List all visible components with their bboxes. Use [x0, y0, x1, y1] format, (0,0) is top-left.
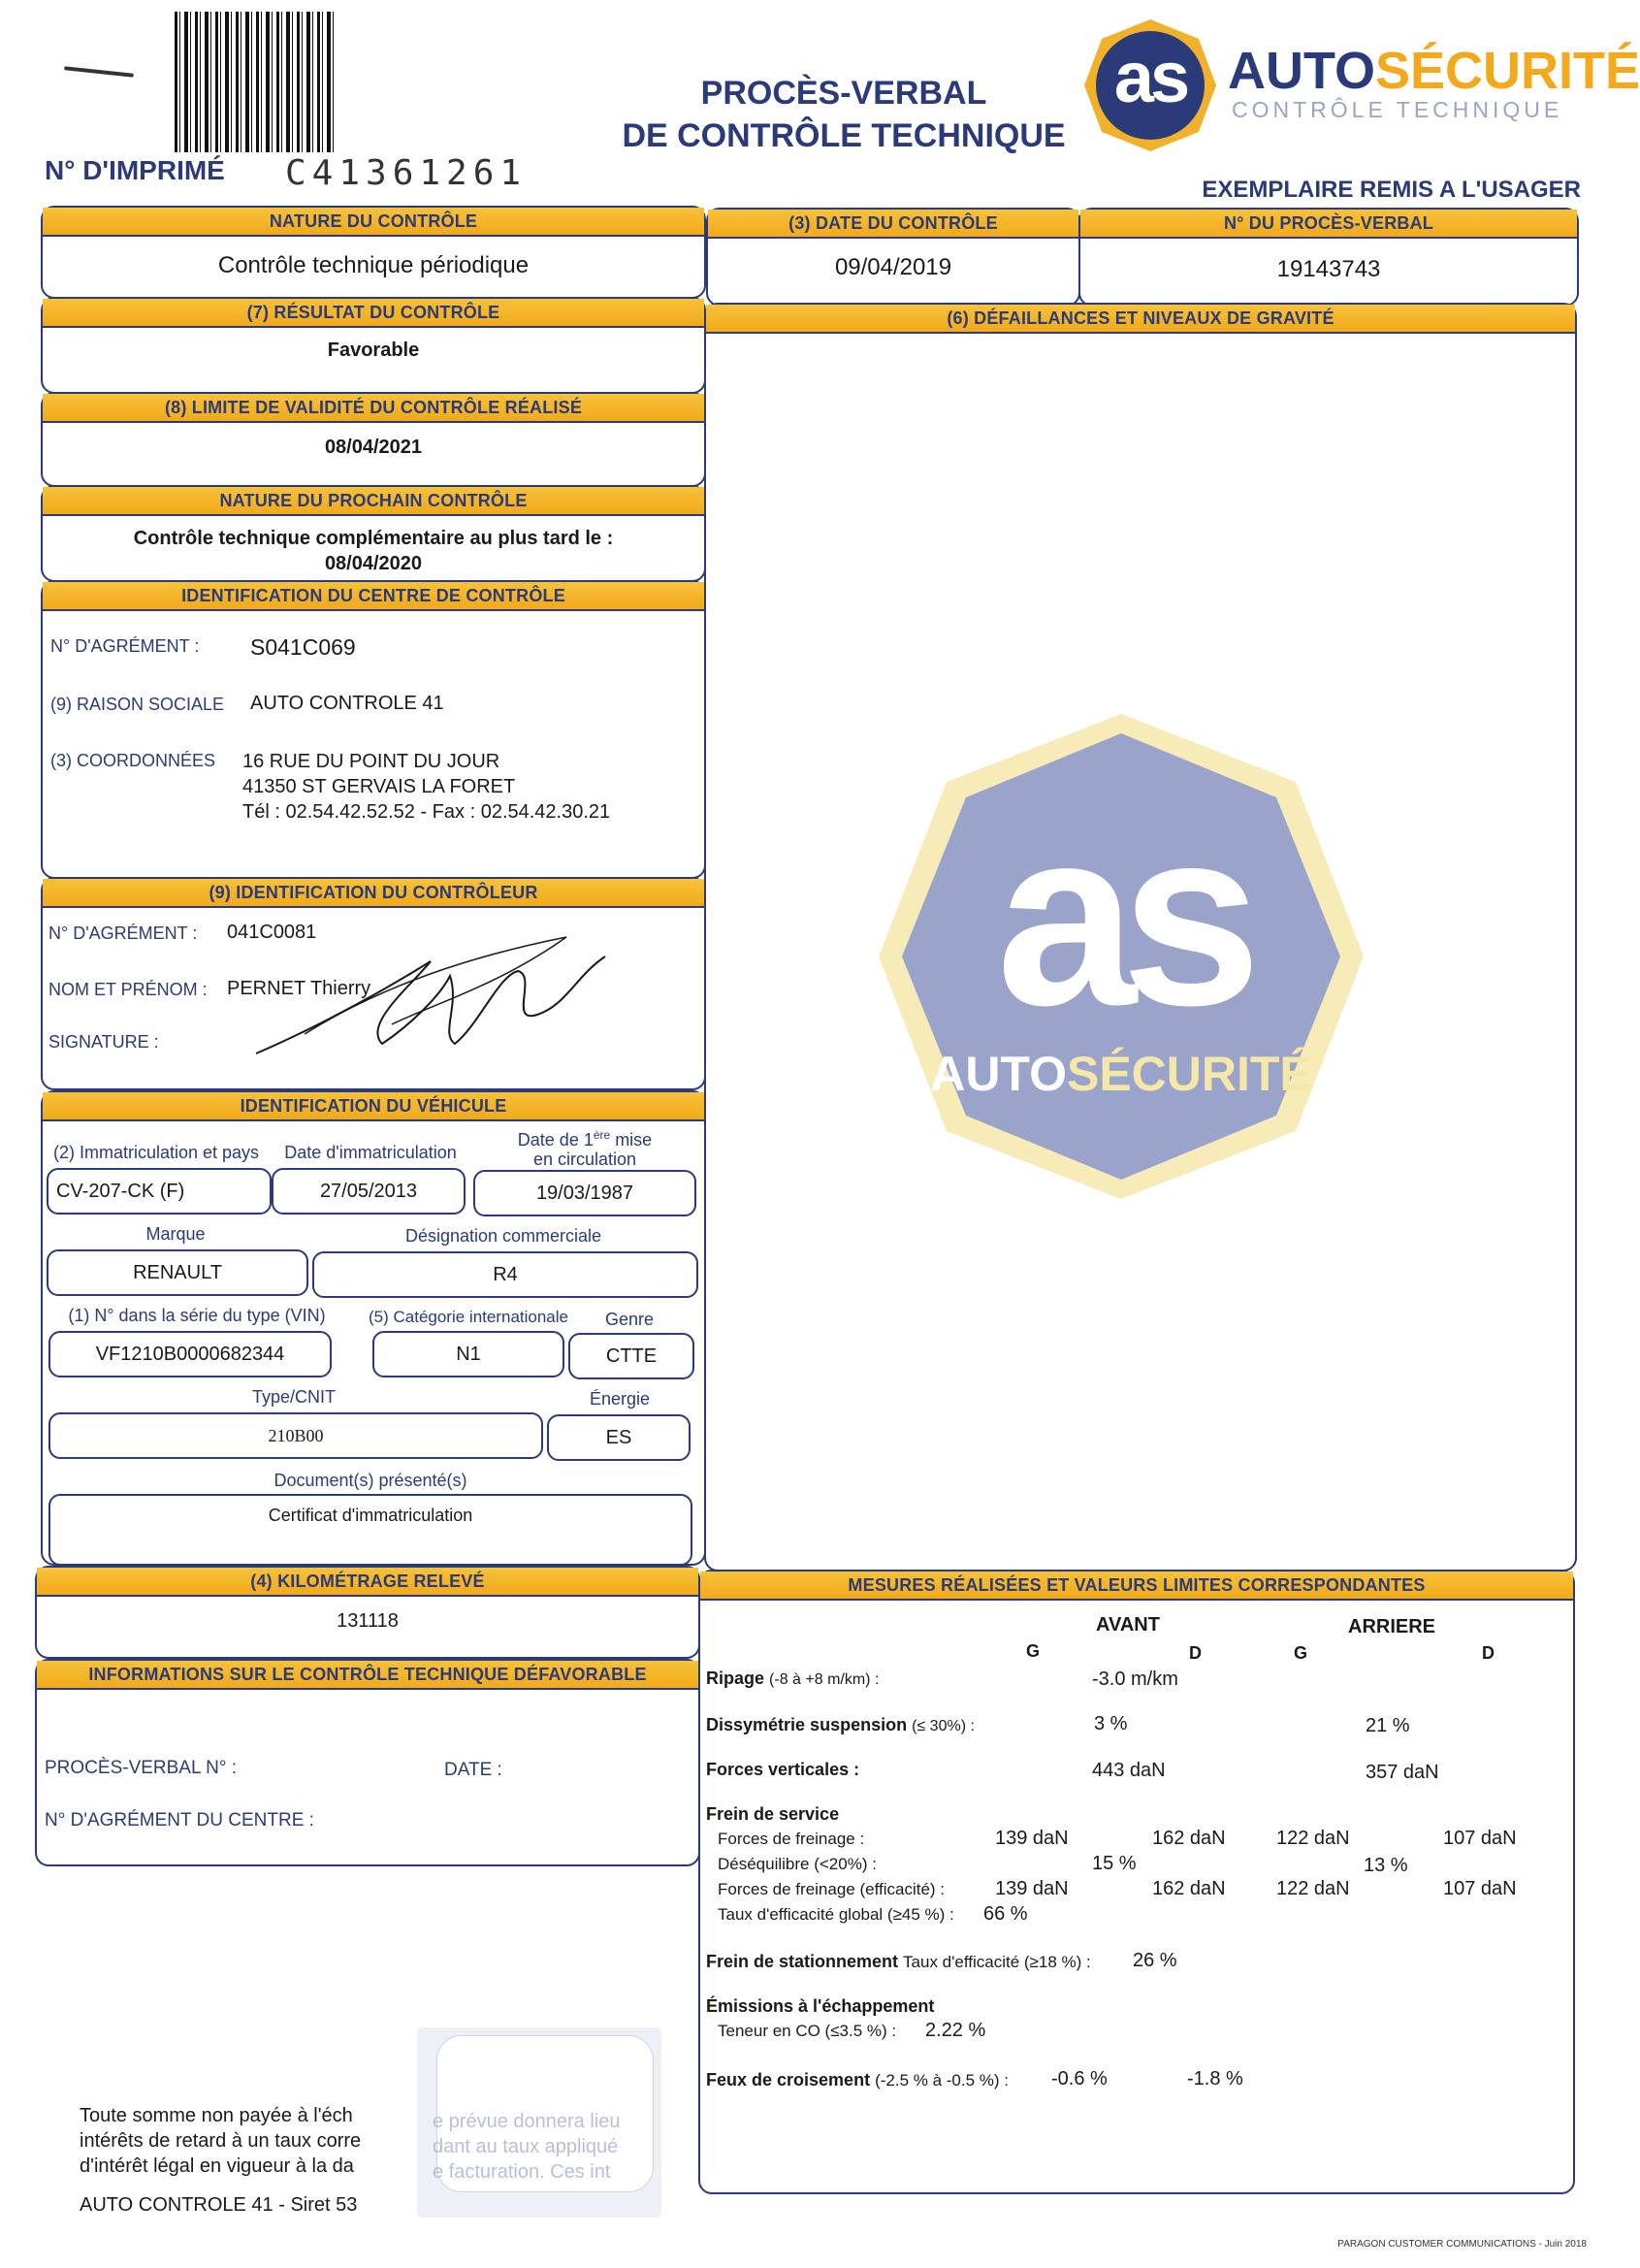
prochain-controle-box: [41, 485, 706, 582]
defaillances-header: (6) DÉFAILLANCES ET NIVEAUX DE GRAVITÉ: [706, 305, 1575, 334]
limite-validite-box: [41, 392, 706, 487]
limite-validite-value: 08/04/2021: [324, 437, 423, 458]
premiere-circulation-field: 19/03/1987: [473, 1170, 696, 1216]
genre-field: CTTE: [568, 1333, 694, 1379]
arriere-d: D: [1482, 1643, 1495, 1663]
dissym-limits: (≤ 30%) :: [912, 1718, 975, 1734]
genre-label: Genre: [604, 1310, 655, 1329]
centre-raison-label: (9) RAISON SOCIALE: [50, 695, 225, 714]
footer-line1: Toute somme non payée à l'éch: [80, 2105, 353, 2126]
pen-mark: [64, 66, 134, 78]
avant-header: AVANT: [1096, 1614, 1160, 1636]
marque-field: RENAULT: [47, 1249, 308, 1296]
centre-agrement-value: S041C069: [250, 634, 356, 660]
kilometrage-header: (4) KILOMÉTRAGE RELEVÉ: [37, 1568, 698, 1597]
date-controle-value: 09/04/2019: [834, 254, 952, 280]
pv-number-box: [1078, 208, 1579, 307]
controleur-agrement-value: 041C0081: [227, 922, 317, 943]
centre-header: IDENTIFICATION DU CENTRE DE CONTRÔLE: [43, 582, 704, 611]
avant-g: G: [1026, 1641, 1041, 1661]
documents-label: Document(s) présenté(s): [273, 1471, 467, 1490]
centre-tel: Tél : 02.54.42.52.52 - Fax : 02.54.42.30.21: [242, 801, 611, 823]
ripage-label-text: Ripage: [706, 1669, 765, 1688]
defavorable-date-label: DATE :: [444, 1760, 502, 1780]
brand-logo-text: as: [1113, 37, 1187, 117]
brand-logo: [1082, 17, 1218, 153]
avant-d: D: [1189, 1643, 1202, 1663]
ffe-avant-g: 139 daN: [995, 1878, 1069, 1899]
mesures-box: [698, 1570, 1575, 2194]
vehicule-box: [41, 1090, 706, 1566]
feux-label-text: Feux de croisement: [706, 2070, 871, 2090]
resultat-header: (7) RÉSULTAT DU CONTRÔLE: [43, 299, 704, 328]
dissym-arriere: 21 %: [1366, 1715, 1410, 1736]
arriere-g: G: [1294, 1643, 1308, 1663]
forces-freinage-efficacite-label: Forces de freinage (efficacité) :: [718, 1880, 946, 1898]
kilometrage-value: 131118: [337, 1610, 399, 1632]
defavorable-pv-label: PROCÈS-VERBAL N° :: [45, 1758, 237, 1778]
stationnement-value: 26 %: [1133, 1950, 1177, 1971]
footer-line4: AUTO CONTROLE 41 - Siret 53: [80, 2194, 358, 2216]
feux-droite: -1.8 %: [1187, 2068, 1243, 2090]
watermark-brand: [869, 1046, 1373, 1102]
controleur-box: [41, 877, 706, 1090]
brand-auto: AUTO: [1228, 42, 1376, 100]
taux-efficacite-value: 66 %: [983, 1903, 1028, 1925]
centre-address-line1: 16 RUE DU POINT DU JOUR: [242, 751, 500, 772]
centre-agrement-label: N° D'AGRÉMENT :: [50, 636, 200, 656]
footer-credit: PARAGON CUSTOMER COMMUNICATIONS - Juin 2018: [1337, 2239, 1587, 2250]
ffe-avant-d: 162 daN: [1152, 1878, 1226, 1899]
marque-label: Marque: [145, 1224, 206, 1244]
centre-coord-label: (3) COORDONNÉES: [50, 751, 216, 770]
forces-freinage-arriere-g: 122 daN: [1276, 1828, 1350, 1849]
footer-r3: e facturation. Ces int: [433, 2161, 611, 2183]
immat-label: (2) Immatriculation et pays: [52, 1143, 260, 1162]
footer-r1: e prévue donnera lieu: [433, 2111, 621, 2132]
prochain-controle-date: 08/04/2020: [324, 553, 423, 574]
stationnement-label-text: Frein de stationnement: [706, 1952, 899, 1971]
signature: [246, 918, 634, 1063]
date-controle-box: [706, 208, 1080, 307]
brand-securite: SÉCURITÉ: [1375, 42, 1640, 100]
defavorable-agrement-label: N° D'AGRÉMENT DU CENTRE :: [45, 1810, 314, 1831]
centre-raison-value: AUTO CONTROLE 41: [250, 693, 444, 714]
ripage-label: [706, 1669, 879, 1689]
watermark-securite: SÉCURITÉ: [1066, 1047, 1312, 1101]
forces-freinage-avant-g: 139 daN: [995, 1828, 1069, 1849]
stationnement-text: Taux d'efficacité (≥18 %) :: [903, 1953, 1091, 1971]
type-field: 210B00: [48, 1412, 543, 1459]
defaillances-box: [704, 303, 1577, 1571]
brand-tagline: CONTRÔLE TECHNIQUE: [1232, 97, 1563, 122]
documents-field: Certificat d'immatriculation: [48, 1494, 692, 1566]
forces-freinage-avant-d: 162 daN: [1152, 1828, 1226, 1849]
desequilibre-arriere: 13 %: [1364, 1855, 1408, 1876]
premiere-label-sup: ère: [593, 1128, 611, 1142]
forces-freinage-label: Forces de freinage :: [718, 1830, 865, 1848]
resultat-box: [41, 297, 706, 394]
categorie-label: (5) Catégorie internationale: [368, 1308, 568, 1326]
prochain-controle-header: NATURE DU PROCHAIN CONTRÔLE: [43, 487, 704, 516]
arriere-header: ARRIERE: [1348, 1616, 1436, 1637]
watermark-logo: [869, 704, 1373, 1209]
taux-efficacite-label: Taux d'efficacité global (≥45 %) :: [718, 1905, 954, 1924]
dissym-label-text: Dissymétrie suspension: [706, 1715, 908, 1734]
type-label: Type/CNIT: [251, 1387, 337, 1407]
imprime-label: N° D'IMPRIMÉ: [45, 155, 225, 185]
ffe-arriere-d: 107 daN: [1443, 1878, 1517, 1899]
limite-validite-header: (8) LIMITE DE VALIDITÉ DU CONTRÔLE RÉALISÉ: [43, 394, 704, 423]
designation-field: R4: [312, 1251, 698, 1298]
footer-line2: intérêts de retard à un taux corre: [80, 2130, 362, 2152]
energie-label: Énergie: [589, 1389, 651, 1409]
stationnement-label: [706, 1952, 1091, 1972]
barcode: [175, 12, 338, 152]
controleur-signature-label: SIGNATURE :: [48, 1032, 159, 1052]
mesures-header: MESURES RÉALISÉES ET VALEURS LIMITES CORRESPONDANTES: [700, 1571, 1573, 1601]
ripage-value: -3.0 m/km: [1092, 1669, 1178, 1690]
centre-address-line2: 41350 ST GERVAIS LA FORET: [242, 776, 516, 797]
defavorable-box: [35, 1659, 700, 1866]
date-immat-label: Date d'immatriculation: [284, 1143, 457, 1162]
vin-label: (1) N° dans la série du type (VIN): [68, 1306, 326, 1325]
pv-number-header: N° DU PROCÈS-VERBAL: [1080, 210, 1577, 239]
forces-verticales-avant: 443 daN: [1092, 1760, 1166, 1781]
premiere-label-c: en circulation: [532, 1150, 637, 1169]
forces-verticales-label: Forces verticales :: [706, 1760, 860, 1779]
categorie-field: N1: [372, 1331, 564, 1377]
feux-limits: (-2.5 % à -0.5 %) :: [875, 2071, 1010, 2090]
footer-line3: d'intérêt légal en vigueur à la da: [80, 2155, 354, 2177]
date-immat-field: 27/05/2013: [272, 1168, 466, 1215]
immat-field: CV-207-CK (F): [47, 1168, 272, 1215]
co-label: Teneur en CO (≤3.5 %) :: [718, 2022, 897, 2040]
controleur-header: (9) IDENTIFICATION DU CONTRÔLEUR: [43, 879, 704, 908]
designation-label: Désignation commerciale: [404, 1226, 602, 1246]
controleur-agrement-label: N° D'AGRÉMENT :: [48, 923, 198, 943]
forces-verticales-arriere: 357 daN: [1366, 1762, 1439, 1783]
premiere-circulation-label: [473, 1125, 696, 1169]
watermark-as: as: [996, 777, 1246, 1058]
footer-r2: dant au taux appliqué: [433, 2136, 619, 2157]
nature-controle-box: [41, 206, 706, 299]
brand-name: [1228, 43, 1640, 99]
premiere-label-a: Date de 1: [517, 1130, 594, 1150]
footer-terms-right: [433, 2109, 620, 2185]
page-title-line2: DE CONTRÔLE TECHNIQUE: [622, 117, 1066, 154]
footer-window: [417, 2027, 661, 2218]
exemplaire-label: EXEMPLAIRE REMIS A L'USAGER: [1202, 177, 1581, 203]
vehicule-header: IDENTIFICATION DU VÉHICULE: [43, 1092, 704, 1121]
co-value: 2.22 %: [925, 2020, 986, 2041]
dissym-label: [706, 1715, 975, 1735]
footer-terms-left: [80, 2103, 361, 2218]
dissym-avant: 3 %: [1094, 1713, 1128, 1734]
controleur-nom-value: PERNET Thierry: [227, 978, 371, 999]
page-title: [601, 72, 1086, 157]
feux-label: [706, 2070, 1009, 2090]
forces-freinage-arriere-d: 107 daN: [1443, 1828, 1517, 1849]
kilometrage-box: [35, 1566, 700, 1659]
pv-number-value: 19143743: [1276, 256, 1381, 282]
emissions-label: Émissions à l'échappement: [706, 1996, 935, 2016]
vin-field: VF1210B0000682344: [48, 1331, 332, 1377]
defavorable-header: INFORMATIONS SUR LE CONTRÔLE TECHNIQUE DÉFAVORABLE: [37, 1661, 698, 1690]
watermark-auto: AUTO: [930, 1047, 1067, 1101]
ffe-arriere-g: 122 daN: [1276, 1878, 1350, 1899]
controleur-nom-label: NOM ET PRÉNOM :: [48, 980, 208, 999]
resultat-value: Favorable: [327, 340, 420, 361]
prochain-controle-line1: Contrôle technique complémentaire au plus tard le :: [133, 528, 614, 549]
nature-controle-header: NATURE DU CONTRÔLE: [43, 208, 704, 237]
date-controle-header: (3) DATE DU CONTRÔLE: [708, 210, 1078, 239]
feux-gauche: -0.6 %: [1051, 2068, 1108, 2090]
imprime-number: C41361261: [285, 153, 528, 193]
nature-controle-value: Contrôle technique périodique: [217, 252, 530, 278]
desequilibre-avant: 15 %: [1092, 1853, 1137, 1874]
page-title-line1: PROCÈS-VERBAL: [700, 75, 987, 112]
centre-box: [41, 580, 706, 879]
energie-field: ES: [547, 1414, 691, 1461]
ripage-limits: (-8 à +8 m/km) :: [769, 1671, 880, 1688]
desequilibre-label: Déséquilibre (<20%) :: [718, 1855, 877, 1873]
premiere-label-b: mise: [610, 1130, 653, 1150]
frein-service-label: Frein de service: [706, 1804, 840, 1824]
